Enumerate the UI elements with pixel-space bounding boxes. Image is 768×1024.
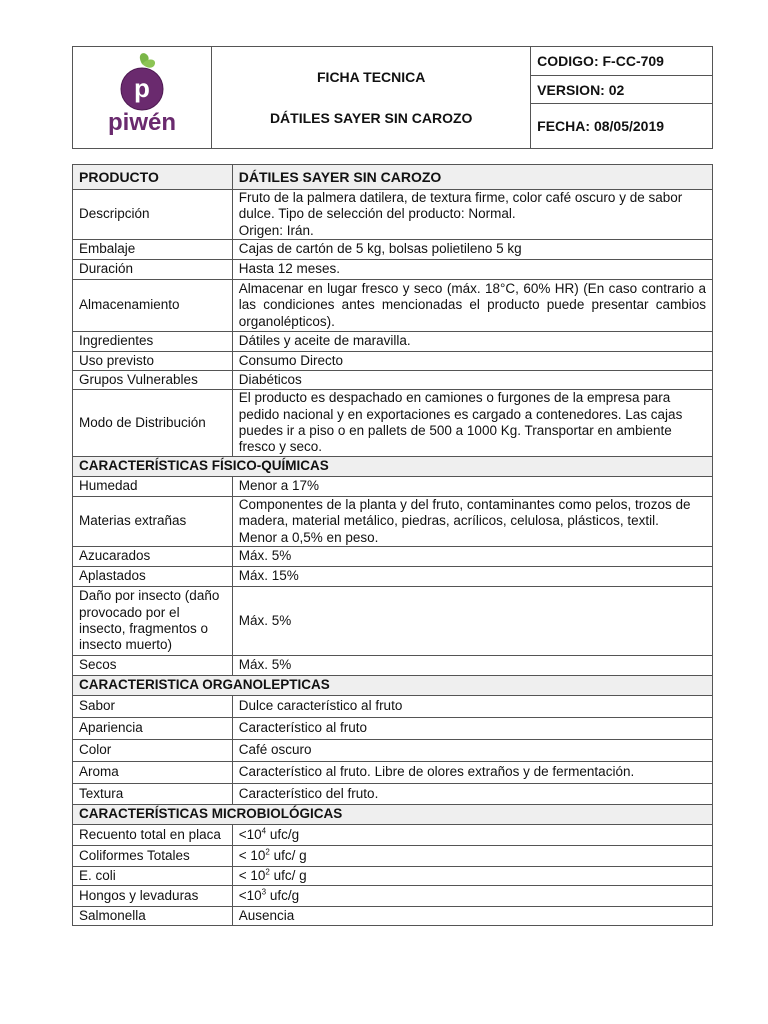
table-row: [73, 885, 713, 906]
row-label: [73, 239, 233, 259]
row-value-text: Dulce característico al fruto: [238, 698, 403, 714]
row-label: [73, 546, 233, 566]
table-row: [73, 717, 713, 739]
table-row: [73, 739, 713, 761]
row-value-text: Máx. 5%: [238, 548, 292, 564]
table-row: [73, 783, 713, 804]
row-label: [73, 476, 233, 496]
row-value-text: Característico al fruto. Libre de olores extraños y de fermentación.: [238, 764, 635, 780]
row-value: [232, 351, 712, 370]
section-fisico-quimicas: [73, 456, 713, 476]
value-exponent: 2: [265, 847, 270, 857]
table-row: [73, 389, 713, 456]
row-value-text: Característico del fruto.: [238, 785, 379, 801]
spec-table-body: [73, 165, 713, 190]
section-title: CARACTERÍSTICAS MICROBIOLÓGICAS: [73, 804, 713, 824]
row-label: [73, 761, 233, 783]
row-label: [73, 370, 233, 389]
row-value: [232, 761, 712, 783]
row-label: [73, 496, 233, 546]
value-unit: ufc/g: [266, 887, 300, 903]
row-value: [232, 906, 712, 925]
row-label-text: Salmonella: [79, 907, 146, 923]
row-value: [232, 586, 712, 655]
row-label-text: E. coli: [79, 867, 116, 883]
row-label-text: Humedad: [79, 478, 138, 494]
value-base: Ausencia: [238, 907, 295, 923]
section-microbiologicas: [73, 804, 713, 824]
section-organolepticas: [73, 675, 713, 695]
row-label: [73, 586, 233, 655]
row-label-text: Recuento total en placa: [79, 826, 221, 842]
row-value-text: Menor a 17%: [238, 478, 320, 494]
row-value: [232, 717, 712, 739]
row-value-text: Característico al fruto: [238, 720, 368, 736]
code-cell: CODIGO: F-CC-709: [531, 47, 713, 76]
row-value: [232, 239, 712, 259]
row-value: [232, 476, 712, 496]
value-base: < 10: [238, 847, 266, 863]
row-label-text: Secos: [79, 657, 117, 673]
value-unit: ufc/ g: [269, 847, 307, 863]
table-row: [73, 370, 713, 389]
section-title: CARACTERISTICA ORGANOLEPTICAS: [73, 675, 713, 695]
date-cell: FECHA: 08/05/2019: [531, 104, 713, 149]
row-label: [73, 739, 233, 761]
row-value: [232, 566, 712, 586]
row-value: [232, 783, 712, 804]
table-row: [73, 866, 713, 885]
row-value: [232, 496, 712, 546]
row-label: [73, 259, 233, 279]
row-label-text: Duración: [79, 261, 134, 277]
row-value: [232, 739, 712, 761]
row-label-text: Ingredientes: [79, 333, 154, 349]
table-row: [73, 496, 713, 546]
piwen-logo-icon: [92, 52, 192, 140]
row-value: [232, 259, 712, 279]
logo-wordmark: piwén: [108, 109, 177, 136]
spec-table: [72, 164, 713, 926]
row-value-text: Dátiles y aceite de maravilla.: [238, 333, 411, 349]
table-row: [73, 761, 713, 783]
title-line2: DÁTILES SAYER SIN CAROZO: [269, 110, 473, 126]
row-label-text: Textura: [79, 785, 124, 801]
row-value-text: Consumo Directo: [238, 352, 344, 368]
row-label-text: Azucarados: [79, 548, 151, 564]
row-label-text: Coliformes Totales: [79, 847, 190, 863]
row-label-text: Apariencia: [79, 720, 143, 736]
row-value-text: Máx. 5%: [238, 657, 292, 673]
row-label: [73, 695, 233, 717]
row-label-text: Aplastados: [79, 568, 146, 584]
table-row: [73, 190, 713, 240]
row-value: [232, 389, 712, 456]
value-base: <10: [238, 887, 262, 903]
row-value-text: Máx. 15%: [238, 568, 299, 584]
table-header-row: [73, 165, 713, 190]
svg-text:p: p: [134, 73, 151, 103]
value-exponent: 3: [261, 887, 267, 897]
row-value-text: Hasta 12 meses.: [238, 261, 341, 277]
row-label: [73, 866, 233, 885]
row-value-text: Componentes de la planta y del fruto, contaminantes como pelos, trozos de madera, material metálico, piedras, acrílicos, celulosa, plásticos, textil.: [238, 496, 691, 529]
row-value: [232, 279, 712, 331]
row-label: [73, 331, 233, 351]
row-value: [232, 190, 712, 240]
row-label: [73, 351, 233, 370]
row-label: [73, 190, 233, 240]
table-row: [73, 546, 713, 566]
row-value-text: Café oscuro: [238, 742, 312, 758]
table-row: [73, 906, 713, 925]
row-value-text: El producto es despachado en camiones o furgones de la empresa para pedido nacional y en exportaciones es cargado a contenedores. Las cajas puedes ir a piso o en pallets de 500 a 1000 Kg. Transportar en ambiente fresco y seco.: [238, 390, 683, 455]
row-label-text: Grupos Vulnerables: [79, 371, 198, 387]
table-row: [73, 476, 713, 496]
document-title: [212, 47, 531, 149]
table-row: [73, 824, 713, 845]
value-base: < 10: [238, 867, 266, 883]
row-label-text: Daño por insecto (daño provocado por el insecto, fragmentos o insecto muerto): [79, 588, 220, 653]
table-row: [73, 655, 713, 675]
table-row: [73, 586, 713, 655]
table-row: [73, 239, 713, 259]
row-label-text: Embalaje: [79, 241, 136, 257]
header-table: [72, 46, 713, 149]
table-row: [73, 259, 713, 279]
row-value: [232, 866, 712, 885]
row-label: [73, 783, 233, 804]
value-exponent: 2: [265, 867, 270, 877]
value-unit: ufc/g: [266, 826, 300, 842]
row-label: [73, 906, 233, 925]
title-line1: FICHA TECNICA: [317, 69, 426, 85]
row-label-text: Modo de Distribución: [79, 414, 206, 430]
row-label: [73, 845, 233, 866]
row-label-text: Descripción: [79, 206, 150, 222]
row-value-text-2: Origen: Irán.: [238, 222, 314, 238]
row-value: [232, 824, 712, 845]
row-value: [232, 695, 712, 717]
row-label-text: Color: [79, 742, 112, 758]
row-label: [73, 389, 233, 456]
row-label: [73, 655, 233, 675]
row-label-text: Hongos y levaduras: [79, 887, 199, 903]
row-label: [73, 824, 233, 845]
row-label: [73, 279, 233, 331]
value-unit: ufc/ g: [269, 867, 307, 883]
row-value: [232, 845, 712, 866]
value-exponent: 4: [261, 826, 267, 836]
row-value: [232, 885, 712, 906]
table-row: [73, 351, 713, 370]
logo-cell: [73, 47, 212, 149]
row-value-text: Diabéticos: [238, 371, 302, 387]
row-label-text: Sabor: [79, 698, 116, 714]
row-value: [232, 655, 712, 675]
row-label: [73, 717, 233, 739]
row-value: [232, 331, 712, 351]
spec-rows: [73, 190, 713, 926]
row-label-text: Uso previsto: [79, 352, 155, 368]
row-label: [73, 566, 233, 586]
row-value-text: Máx. 5%: [238, 612, 292, 628]
table-row: [73, 331, 713, 351]
version-cell: VERSION: 02: [531, 76, 713, 104]
row-value-text: Cajas de cartón de 5 kg, bolsas polietileno 5 kg: [238, 241, 522, 257]
table-row: [73, 695, 713, 717]
header-value: DÁTILES SAYER SIN CAROZO: [232, 165, 712, 190]
row-value: [232, 370, 712, 389]
row-value: [232, 546, 712, 566]
row-label-text: Materias extrañas: [79, 513, 187, 529]
table-row: [73, 279, 713, 331]
header-label: PRODUCTO: [73, 165, 233, 190]
section-title: CARACTERÍSTICAS FÍSICO-QUÍMICAS: [73, 456, 713, 476]
row-value-text: Almacenar en lugar fresco y seco (máx. 18°C, 60% HR) (En caso contrario a las condiciones antes mencionadas el producto puede presentar cambios organolépticos).: [238, 280, 706, 329]
row-value-text-2: Menor a 0,5% en peso.: [238, 529, 379, 545]
value-base: <10: [238, 826, 262, 842]
row-value-text: Fruto de la palmera datilera, de textura firme, color café oscuro y de sabor dulce. Tipo de selección del producto: Normal.: [238, 190, 683, 222]
table-row: [73, 845, 713, 866]
row-label: [73, 885, 233, 906]
table-row: [73, 566, 713, 586]
row-label-text: Aroma: [79, 764, 119, 780]
row-label-text: Almacenamiento: [79, 297, 180, 313]
